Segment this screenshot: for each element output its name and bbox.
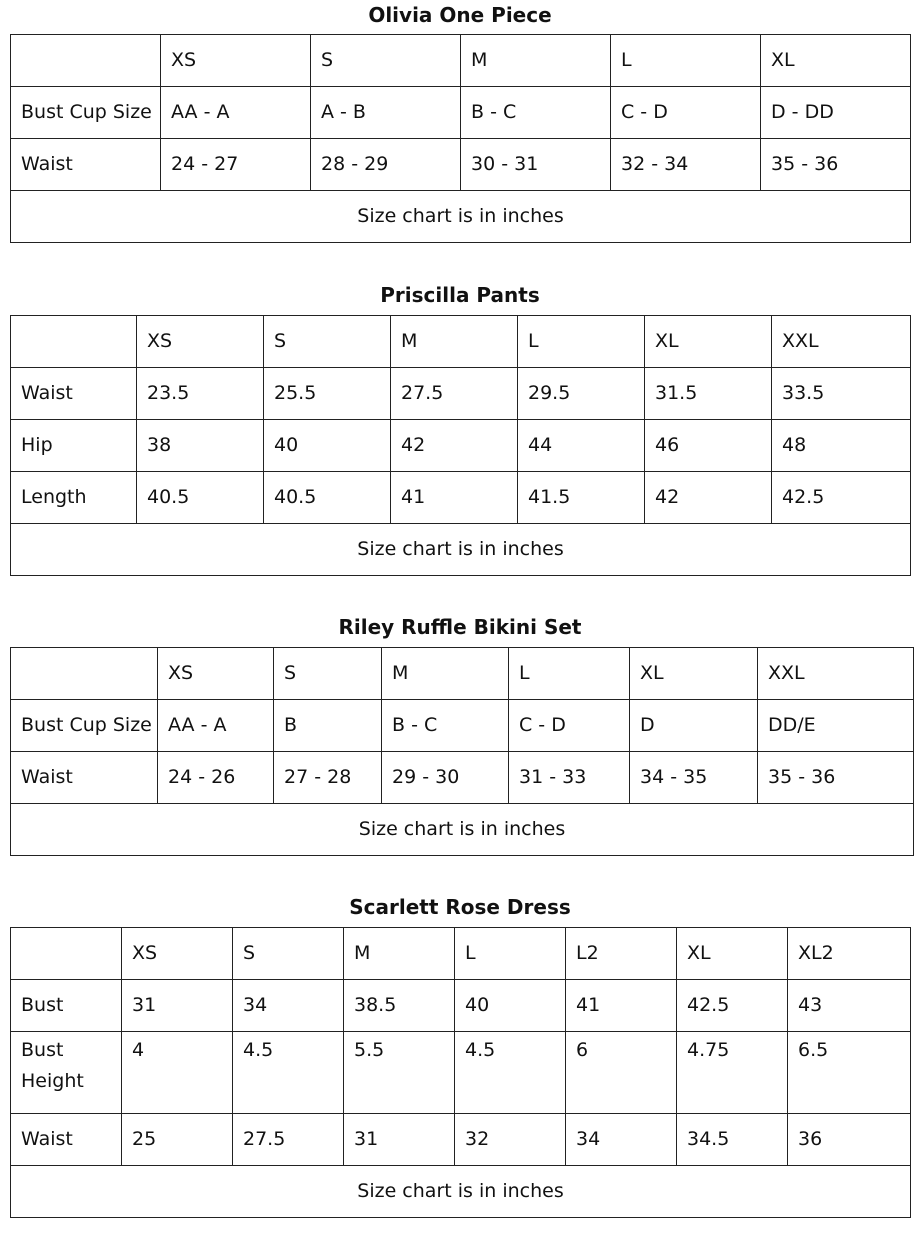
measurement-row bbox=[11, 1032, 911, 1114]
measurement-value: 29 - 30 bbox=[382, 752, 509, 804]
measurement-value: 27.5 bbox=[233, 1114, 344, 1166]
measurement-value: B - C bbox=[382, 700, 509, 752]
corner-cell bbox=[11, 35, 161, 87]
note-row bbox=[11, 804, 914, 856]
measurement-value: 32 bbox=[455, 1114, 566, 1166]
corner-cell bbox=[11, 316, 137, 368]
size-header-cell: M bbox=[382, 648, 509, 700]
measurement-value: 31 bbox=[122, 980, 233, 1032]
measurement-row bbox=[11, 980, 911, 1032]
size-header-row bbox=[11, 928, 911, 980]
size-header-cell: XXL bbox=[758, 648, 914, 700]
size-header-cell: L2 bbox=[566, 928, 677, 980]
chart-title: Priscilla Pants bbox=[380, 283, 540, 307]
measurement-value: 33.5 bbox=[772, 368, 911, 420]
measurement-value: D - DD bbox=[761, 87, 911, 139]
measurement-value: 41 bbox=[391, 472, 518, 524]
measurement-row bbox=[11, 368, 911, 420]
measurement-value: 42.5 bbox=[677, 980, 788, 1032]
size-header-cell: XL bbox=[761, 35, 911, 87]
size-header-cell: XS bbox=[122, 928, 233, 980]
measurement-row bbox=[11, 752, 914, 804]
measurement-value: 4.75 bbox=[677, 1032, 788, 1114]
size-header-cell: L bbox=[518, 316, 645, 368]
measurement-value: 42 bbox=[391, 420, 518, 472]
size-header-row bbox=[11, 648, 914, 700]
measurement-value: 41.5 bbox=[518, 472, 645, 524]
size-header-cell: XL bbox=[645, 316, 772, 368]
measurement-value: 30 - 31 bbox=[461, 139, 611, 191]
measurement-value: AA - A bbox=[161, 87, 311, 139]
measurement-value: 34 bbox=[566, 1114, 677, 1166]
measurement-value: 23.5 bbox=[137, 368, 264, 420]
size-header-cell: S bbox=[233, 928, 344, 980]
measurement-label: Waist bbox=[11, 752, 158, 804]
note-row bbox=[11, 191, 911, 243]
size-table bbox=[10, 647, 914, 856]
size-chart-note: Size chart is in inches bbox=[11, 524, 911, 576]
size-header-cell: XS bbox=[158, 648, 274, 700]
measurement-value: B - C bbox=[461, 87, 611, 139]
measurement-row bbox=[11, 472, 911, 524]
measurement-row bbox=[11, 87, 911, 139]
size-header-cell: M bbox=[461, 35, 611, 87]
size-header-cell: S bbox=[264, 316, 391, 368]
measurement-value: 40 bbox=[455, 980, 566, 1032]
measurement-value: C - D bbox=[509, 700, 630, 752]
size-chart-note: Size chart is in inches bbox=[11, 191, 911, 243]
size-header-cell: L bbox=[611, 35, 761, 87]
measurement-value: 5.5 bbox=[344, 1032, 455, 1114]
measurement-value: 38.5 bbox=[344, 980, 455, 1032]
measurement-row bbox=[11, 1114, 911, 1166]
corner-cell bbox=[11, 928, 122, 980]
measurement-value: A - B bbox=[311, 87, 461, 139]
measurement-value: 25 bbox=[122, 1114, 233, 1166]
size-header-cell: XL2 bbox=[788, 928, 911, 980]
measurement-value: 34.5 bbox=[677, 1114, 788, 1166]
size-header-cell: S bbox=[274, 648, 382, 700]
measurement-value: D bbox=[630, 700, 758, 752]
measurement-value: 40.5 bbox=[264, 472, 391, 524]
measurement-value: 44 bbox=[518, 420, 645, 472]
size-header-cell: L bbox=[455, 928, 566, 980]
measurement-value: AA - A bbox=[158, 700, 274, 752]
measurement-label: Bust Height bbox=[11, 1032, 122, 1114]
measurement-value: 34 bbox=[233, 980, 344, 1032]
size-table bbox=[10, 34, 911, 243]
measurement-value: B bbox=[274, 700, 382, 752]
measurement-value: 40.5 bbox=[137, 472, 264, 524]
size-table bbox=[10, 927, 911, 1218]
measurement-row bbox=[11, 420, 911, 472]
measurement-value: 38 bbox=[137, 420, 264, 472]
measurement-label: Bust Cup Size bbox=[11, 87, 161, 139]
measurement-value: 27 - 28 bbox=[274, 752, 382, 804]
size-header-cell: XS bbox=[137, 316, 264, 368]
size-header-cell: XXL bbox=[772, 316, 911, 368]
measurement-label: Length bbox=[11, 472, 137, 524]
measurement-value: 27.5 bbox=[391, 368, 518, 420]
size-chart-note: Size chart is in inches bbox=[11, 1166, 911, 1218]
measurement-value: 42.5 bbox=[772, 472, 911, 524]
size-header-cell: M bbox=[344, 928, 455, 980]
measurement-label: Bust Cup Size bbox=[11, 700, 158, 752]
size-header-cell: XL bbox=[630, 648, 758, 700]
measurement-value: 36 bbox=[788, 1114, 911, 1166]
measurement-value: 42 bbox=[645, 472, 772, 524]
size-table bbox=[10, 315, 911, 576]
chart-title: Scarlett Rose Dress bbox=[349, 895, 571, 919]
measurement-value: C - D bbox=[611, 87, 761, 139]
note-row bbox=[11, 524, 911, 576]
measurement-value: 4.5 bbox=[455, 1032, 566, 1114]
size-header-cell: S bbox=[311, 35, 461, 87]
measurement-value: 28 - 29 bbox=[311, 139, 461, 191]
measurement-value: 4.5 bbox=[233, 1032, 344, 1114]
size-header-row bbox=[11, 316, 911, 368]
measurement-value: 43 bbox=[788, 980, 911, 1032]
measurement-value: 35 - 36 bbox=[761, 139, 911, 191]
measurement-value: 31 bbox=[344, 1114, 455, 1166]
measurement-value: 32 - 34 bbox=[611, 139, 761, 191]
measurement-label: Waist bbox=[11, 368, 137, 420]
measurement-value: 24 - 26 bbox=[158, 752, 274, 804]
measurement-value: 35 - 36 bbox=[758, 752, 914, 804]
measurement-value: DD/E bbox=[758, 700, 914, 752]
size-header-cell: M bbox=[391, 316, 518, 368]
size-header-cell: XL bbox=[677, 928, 788, 980]
size-header-cell: L bbox=[509, 648, 630, 700]
measurement-value: 24 - 27 bbox=[161, 139, 311, 191]
corner-cell bbox=[11, 648, 158, 700]
measurement-row bbox=[11, 700, 914, 752]
measurement-value: 41 bbox=[566, 980, 677, 1032]
measurement-row bbox=[11, 139, 911, 191]
measurement-label: Bust bbox=[11, 980, 122, 1032]
note-row bbox=[11, 1166, 911, 1218]
measurement-value: 31.5 bbox=[645, 368, 772, 420]
chart-title: Riley Ruffle Bikini Set bbox=[338, 615, 582, 639]
measurement-value: 25.5 bbox=[264, 368, 391, 420]
chart-title: Olivia One Piece bbox=[368, 3, 552, 27]
measurement-value: 40 bbox=[264, 420, 391, 472]
measurement-value: 46 bbox=[645, 420, 772, 472]
measurement-label: Waist bbox=[11, 139, 161, 191]
size-header-row bbox=[11, 35, 911, 87]
measurement-value: 6.5 bbox=[788, 1032, 911, 1114]
measurement-value: 34 - 35 bbox=[630, 752, 758, 804]
measurement-value: 48 bbox=[772, 420, 911, 472]
measurement-value: 6 bbox=[566, 1032, 677, 1114]
measurement-value: 31 - 33 bbox=[509, 752, 630, 804]
measurement-label: Waist bbox=[11, 1114, 122, 1166]
size-chart-note: Size chart is in inches bbox=[11, 804, 914, 856]
measurement-label: Hip bbox=[11, 420, 137, 472]
size-header-cell: XS bbox=[161, 35, 311, 87]
measurement-value: 4 bbox=[122, 1032, 233, 1114]
measurement-value: 29.5 bbox=[518, 368, 645, 420]
